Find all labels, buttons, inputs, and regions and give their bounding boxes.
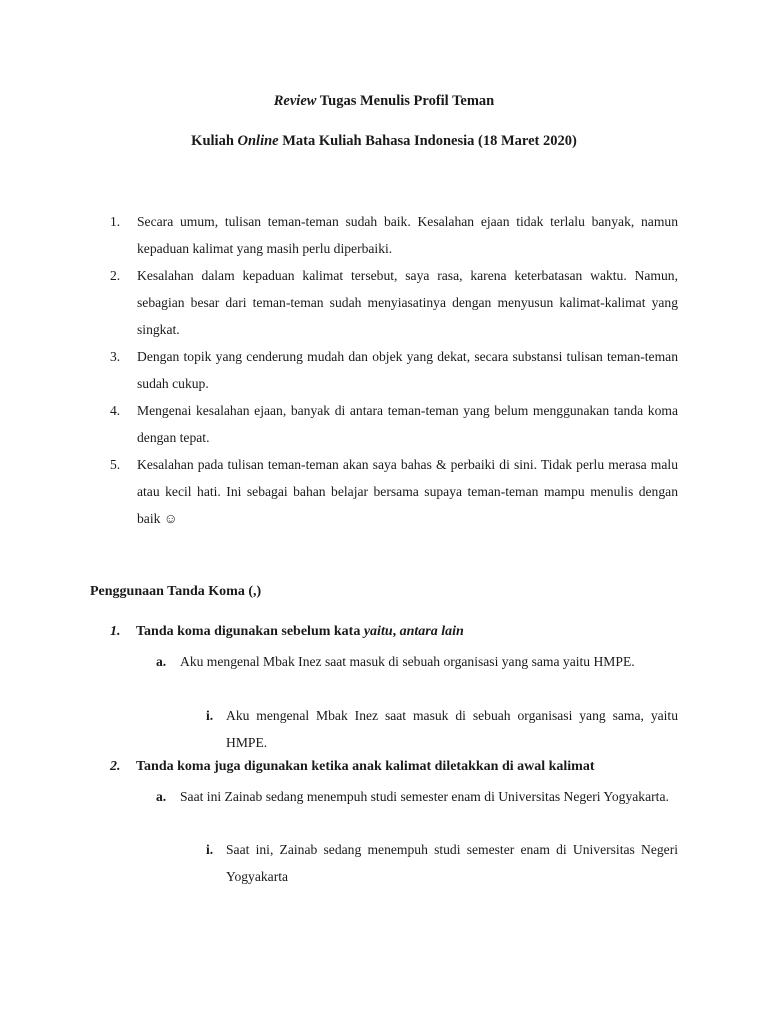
- rule-correction: [206, 702, 678, 756]
- correction-text: Aku mengenal Mbak Inez saat masuk di sebuah organisasi yang sama, yaitu HMPE.: [226, 708, 678, 750]
- list-item: [110, 343, 678, 397]
- list-number: 2.: [110, 268, 121, 283]
- section-heading: Penggunaan Tanda Koma (,): [90, 584, 262, 599]
- correction-marker: i.: [206, 842, 214, 857]
- rule-number: 1.: [110, 624, 121, 639]
- correction-marker: i.: [206, 708, 214, 723]
- list-number: 1.: [110, 214, 121, 229]
- rule-heading: [110, 624, 464, 640]
- subtitle-text: Mata Kuliah Bahasa Indonesia (18 Maret 2020): [278, 133, 577, 149]
- document-subtitle: [0, 133, 768, 150]
- title-italic-word: Review: [273, 93, 317, 109]
- rule-number: 2.: [110, 759, 121, 774]
- list-text: Secara umum, tulisan teman-teman sudah baik. Kesalahan ejaan tidak terlalu banyak, namun kepaduan kalimat yang masih perlu diperbaiki.: [137, 214, 678, 256]
- rule-title-italic: antara lain: [399, 624, 464, 639]
- example-text: Saat ini Zainab sedang menempuh studi semester enam di Universitas Negeri Yogyakarta.: [180, 789, 669, 804]
- subtitle-italic-word: Online: [237, 133, 279, 149]
- list-item: [110, 451, 678, 532]
- rule-correction: [206, 836, 678, 890]
- list-number: 4.: [110, 403, 121, 418]
- list-number: 3.: [110, 349, 121, 364]
- list-number: 5.: [110, 457, 121, 472]
- example-text: Aku mengenal Mbak Inez saat masuk di sebuah organisasi yang sama yaitu HMPE.: [180, 654, 635, 669]
- list-item: [110, 262, 678, 343]
- rule-example: [156, 648, 678, 675]
- list-text: Kesalahan dalam kepaduan kalimat tersebut, saya rasa, karena keterbatasan waktu. Namun, sebagian besar dari teman-teman sudah menyiasatinya dengan menyusun kalimat-kalimat yang singkat.: [137, 268, 678, 337]
- rule-title-text: Tanda koma digunakan sebelum kata: [136, 624, 364, 639]
- list-text: Kesalahan pada tulisan teman-teman akan saya bahas & perbaiki di sini. Tidak perlu merasa malu atau kecil hati. Ini sebagai bahan belajar bersama supaya teman-teman mampu menulis dengan baik ☺: [137, 457, 678, 526]
- rule-title-italic: yaitu: [363, 624, 393, 639]
- title-text: Tugas Menulis Profil Teman: [316, 93, 495, 109]
- subtitle-prefix: Kuliah: [191, 133, 238, 149]
- list-item: [110, 208, 678, 262]
- document-title: [0, 93, 768, 110]
- list-item: [110, 397, 678, 451]
- example-marker: a.: [156, 789, 167, 804]
- rule-example: [156, 783, 678, 810]
- rule-title-separator: ,: [392, 624, 400, 639]
- correction-text: Saat ini, Zainab sedang menempuh studi semester enam di Universitas Negeri Yogyakarta: [226, 842, 678, 884]
- list-text: Dengan topik yang cenderung mudah dan objek yang dekat, secara substansi tulisan teman-teman sudah cukup.: [137, 349, 678, 391]
- review-list: [110, 208, 678, 532]
- rule-title-text: Tanda koma juga digunakan ketika anak kalimat diletakkan di awal kalimat: [136, 759, 595, 774]
- rule-heading: [110, 759, 595, 775]
- list-text: Mengenai kesalahan ejaan, banyak di antara teman-teman yang belum menggunakan tanda koma dengan tepat.: [137, 403, 678, 445]
- example-marker: a.: [156, 654, 167, 669]
